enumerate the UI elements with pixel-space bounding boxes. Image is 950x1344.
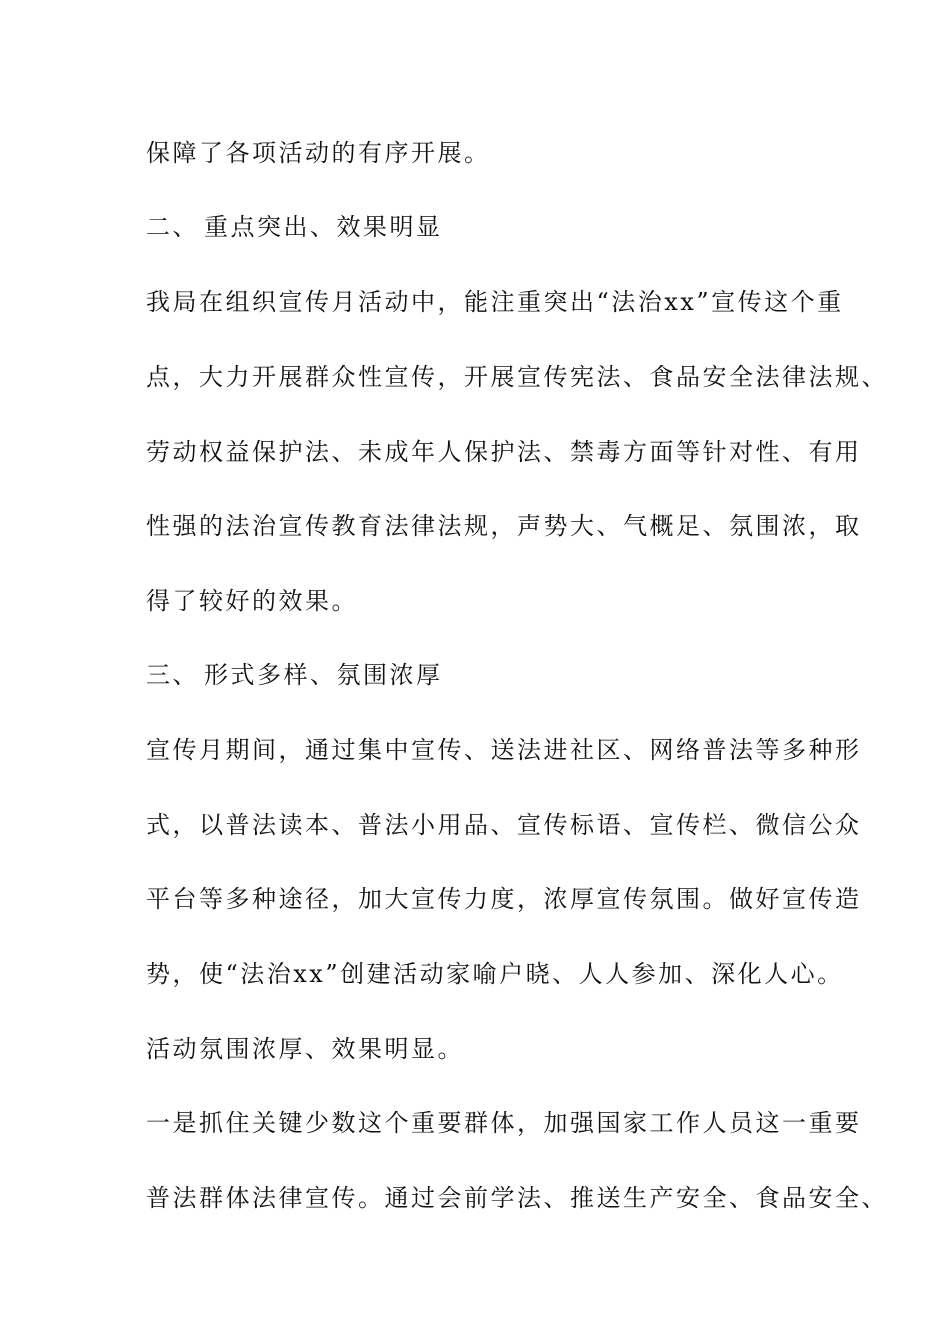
section-title: 重点突出、效果明显 <box>204 213 443 241</box>
paragraph-line: 活动氛围浓厚、效果明显。 <box>146 1035 464 1063</box>
section-title: 形式多样、氛围浓厚 <box>204 661 443 689</box>
paragraph-line: 势，使“法治xx”创建活动家喻户晓、人人参加、深化人心。 <box>146 960 844 988</box>
paragraph-line: 平台等多种途径，加大宣传力度，浓厚宣传氛围。做好宣传造 <box>146 885 862 913</box>
paragraph-line: 宣传月期间，通过集中宣传、送法进社区、网络普法等多种形 <box>146 736 862 764</box>
section-heading-2 <box>146 212 443 242</box>
paragraph-line: 一是抓住关键少数这个重要群体，加强国家工作人员这一重要 <box>146 1109 862 1137</box>
paragraph-line: 劳动权益保护法、未成年人保护法、禁毒方面等针对性、有用 <box>146 438 862 466</box>
paragraph-line: 普法群体法律宣传。通过会前学法、推送生产安全、食品安全、 <box>146 1184 888 1212</box>
paragraph-line: 点，大力开展群众性宣传，开展宣传宪法、食品安全法律法规、 <box>146 363 888 391</box>
paragraph-line: 性强的法治宣传教育法律法规，声势大、气概足、氛围浓，取 <box>146 512 862 540</box>
paragraph-line: 我局在组织宣传月活动中，能注重突出“法治xx”宣传这个重 <box>146 288 844 316</box>
paragraph-line: 得了较好的效果。 <box>146 587 358 615</box>
section-number: 三、 <box>146 661 199 689</box>
section-heading-3 <box>146 660 443 690</box>
paragraph-line: 保障了各项活动的有序开展。 <box>146 139 491 167</box>
section-number: 二、 <box>146 213 199 241</box>
paragraph-line: 式，以普法读本、普法小用品、宣传标语、宣传栏、微信公众 <box>146 811 862 839</box>
